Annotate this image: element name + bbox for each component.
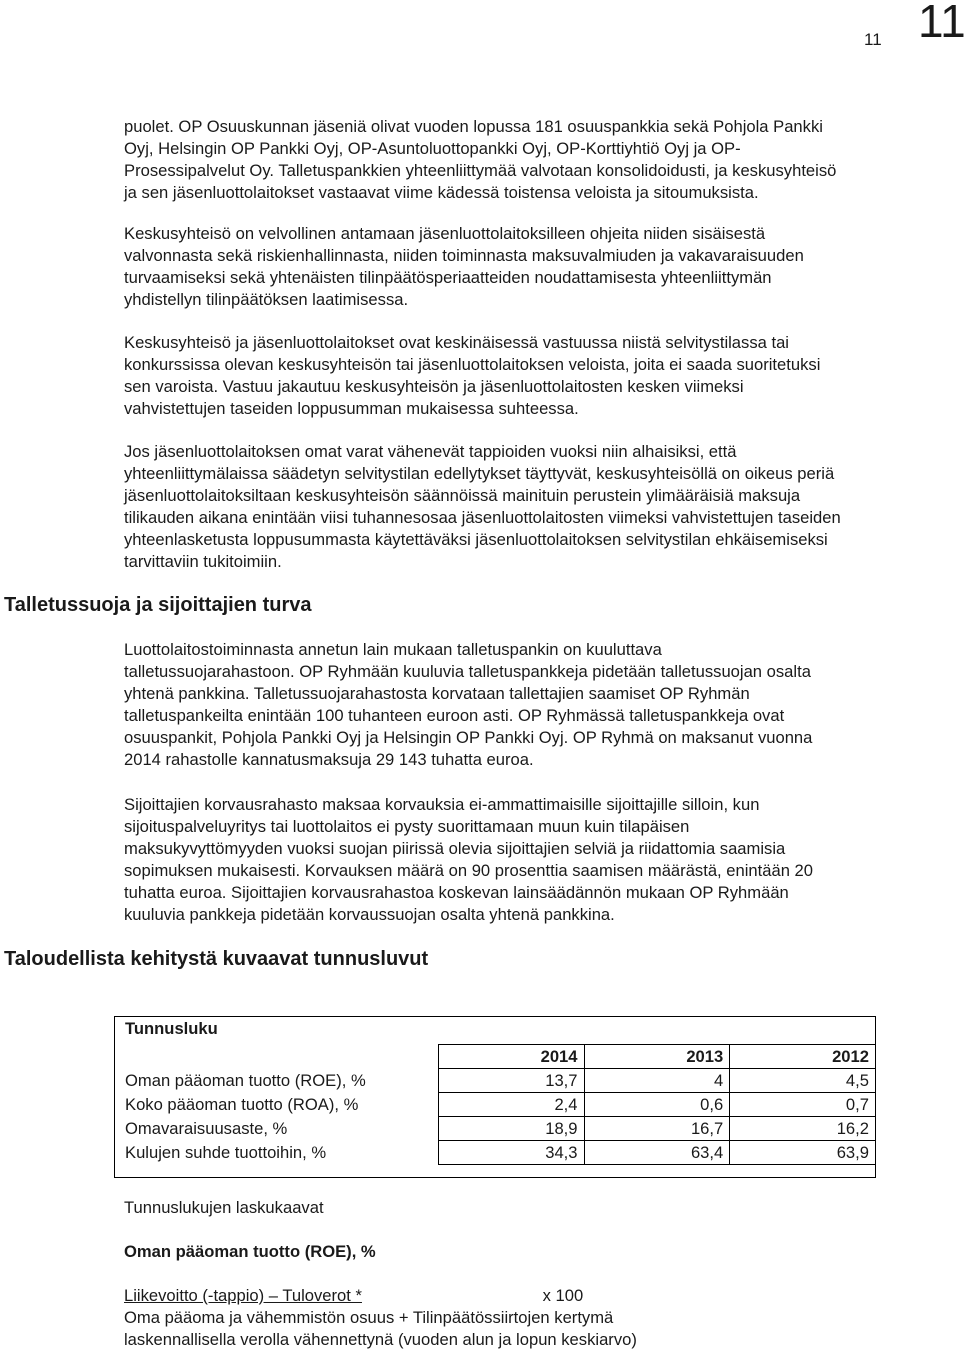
page-number-large: 11 [918,0,966,47]
formula-numerator-row [124,1286,583,1306]
formula-numerator: Liikevoitto (-tappio) – Tuloverot * [124,1286,362,1305]
cell-value: 4,5 [730,1069,876,1093]
cell-value: 0,6 [584,1093,730,1117]
key-figures-table [114,1016,876,1178]
cell-value: 34,3 [438,1141,584,1165]
text-line: sijoituspalveluyritys tai luottolaitos ei pysty suorittamaan muun kuin tilapäisen [124,817,690,836]
text-line: tuhatta euroa. Sijoittajien korvausrahastoa koskevan lainsäädännön mukaan OP Ryhmään [124,883,789,902]
cell-value: 0,7 [730,1093,876,1117]
cell-value: 4 [584,1069,730,1093]
text-line: konkurssissa olevan keskusyhteisön tai jäsenluottolaitoksen veloista, joita ei saada suoritetuksi [124,355,821,374]
year-header: 2014 [438,1045,584,1069]
text-line: ja sen jäsenluottolaitokset vastaavat viime kädessä toistensa veloista ja sitoumuksista. [124,183,759,202]
text-line: Jos jäsenluottolaitoksen omat varat vähenevät tappioiden vuoksi niin alhaisiksi, että [124,442,737,461]
text-line: turvaamiseksi sekä yhtenäisten tilinpäätösperiaatteiden noudattamisesta yhteenliittymän [124,268,772,287]
text-line: puolet. OP Osuuskunnan jäseniä olivat vuoden lopussa 181 osuuspankkia sekä Pohjola Pankki [124,117,823,136]
formula-denominator-line-2: laskennallisella verolla vähennettynä (vuoden alun ja lopun keskiarvo) [124,1330,637,1349]
cell-value: 18,9 [438,1117,584,1141]
page-number-small: 11 [864,30,882,49]
text-line: tilikauden aikana enintään viisi tuhannesosaa jäsenluottolaitosten viimeksi vahvistettujen taseiden [124,508,841,527]
cell-value: 63,4 [584,1141,730,1165]
text-line: Keskusyhteisö ja jäsenluottolaitokset ovat keskinäisessä vastuussa niistä selvitystilassa tai [124,333,789,352]
formula-denominator-line-1: Oma pääoma ja vähemmistön osuus + Tilinpäätössiirtojen kertymä [124,1308,614,1327]
text-line: valvonnasta sekä riskienhallinnasta, niiden toiminnasta maksuvalmiuden ja vakavaraisuuden [124,246,804,265]
formula-multiplier: x 100 [542,1286,584,1305]
text-line: yhdistellyn tilinpäätöksen laatimisessa. [124,290,409,309]
table-row [115,1093,876,1117]
paragraph-joint-liability [124,332,924,420]
text-line: vahvistettujen taseiden loppusumman mukaisessa suhteessa. [124,399,579,418]
text-line: maksukyvyttömyyden vuoksi suojan piirissä olevia sijoittajien selviä ja riidattomia saamisia [124,839,786,858]
row-label: Oman pääoman tuotto (ROE), % [125,1070,366,1090]
text-line: 2014 rahastolle kannatusmaksuja 29 143 tuhatta euroa. [124,750,534,769]
row-label: Kulujen suhde tuottoihin, % [125,1142,327,1162]
text-line: kuuluvia pankkeja pidetään korvaussuojan osalta yhtenä pankkina. [124,905,615,924]
formulas-section-title: Tunnuslukujen laskukaavat [124,1198,324,1217]
cell-value: 63,9 [730,1141,876,1165]
text-line: yhteenliittymälaissa säädetyn selvitystilan edellytykset täyttyvät, keskusyhteisöllä on oikeus periä [124,464,835,483]
cell-value: 16,2 [730,1117,876,1141]
table-row [115,1069,876,1093]
cell-value: 2,4 [438,1093,584,1117]
text-line: Oyj, Helsingin OP Pankki Oyj, OP-Asuntoluottopankki Oyj, OP-Korttiyhtiö Oyj ja OP- [124,139,741,158]
table-title: Tunnusluku [125,1019,218,1038]
text-line: osuuspankit, Pohjola Pankki Oyj ja Helsingin OP Pankki Oyj. OP Ryhmä on maksanut vuonna [124,728,813,747]
roe-formula-title: Oman pääoman tuotto (ROE), % [124,1242,376,1261]
row-label: Omavaraisuusaste, % [125,1118,288,1138]
table-row [115,1141,876,1165]
cell-value: 16,7 [584,1117,730,1141]
cell-value: 13,7 [438,1069,584,1093]
year-header: 2013 [584,1045,730,1069]
text-line: tarvittaviin tukitoimiin. [124,552,282,571]
paragraph-group-structure [124,116,924,204]
text-line: yhteenlasketusta loppusummasta käytettäväksi jäsenluottolaitoksen selvitystilan ehkäisemiseksi [124,530,828,549]
paragraph-central-institution-duties [124,223,924,311]
section-heading-deposit-guarantee: Talletussuoja ja sijoittajien turva [4,594,312,616]
text-line: sen varoista. Vastuu jakautuu keskusyhteisön ja jäsenluottolaitosten kesken viimeksi [124,377,744,396]
text-line: talletuspankeilta enintään 100 tuhanteen euroon asti. OP Ryhmässä talletuspankkeja ovat [124,706,785,725]
text-line: Luottolaitostoiminnasta annetun lain mukaan talletuspankin on kuuluttava [124,640,662,659]
text-line: jäsenluottolaitoksiltaan keskusyhteisön säännöissä mainituin perustein ylimääräisiä maksuja [124,486,801,505]
paragraph-extraordinary-payments [124,441,924,573]
table-title-row [115,1017,876,1045]
table-header-row [115,1045,876,1069]
section-heading-key-figures: Taloudellista kehitystä kuvaavat tunnusluvut [4,948,429,970]
row-label: Koko pääoman tuotto (ROA), % [125,1094,359,1114]
paragraph-investor-compensation [124,794,924,926]
paragraph-deposit-guarantee [124,639,924,771]
text-line: Prosessipalvelut Oy. Talletuspankkien yhteenliittymää valvotaan konsolidoidusti, ja keskusyhteisö [124,161,837,180]
table-row [115,1117,876,1141]
text-line: yhtenä pankkina. Talletussuojarahastosta korvataan tallettajien saamiset OP Ryhmän [124,684,750,703]
text-line: talletussuojarahastoon. OP Ryhmään kuuluvia talletuspankkeja pidetään talletussuojan osalta [124,662,811,681]
year-header: 2012 [730,1045,876,1069]
text-line: Sijoittajien korvausrahasto maksaa korvauksia ei-ammattimaisille sijoittajille silloin, kun [124,795,760,814]
text-line: Keskusyhteisö on velvollinen antamaan jäsenluottolaitoksilleen ohjeita niiden sisäisestä [124,224,766,243]
text-line: sopimuksen mukaisesti. Korvauksen määrä on 90 prosenttia saamisen määrästä, enintään 20 [124,861,814,880]
